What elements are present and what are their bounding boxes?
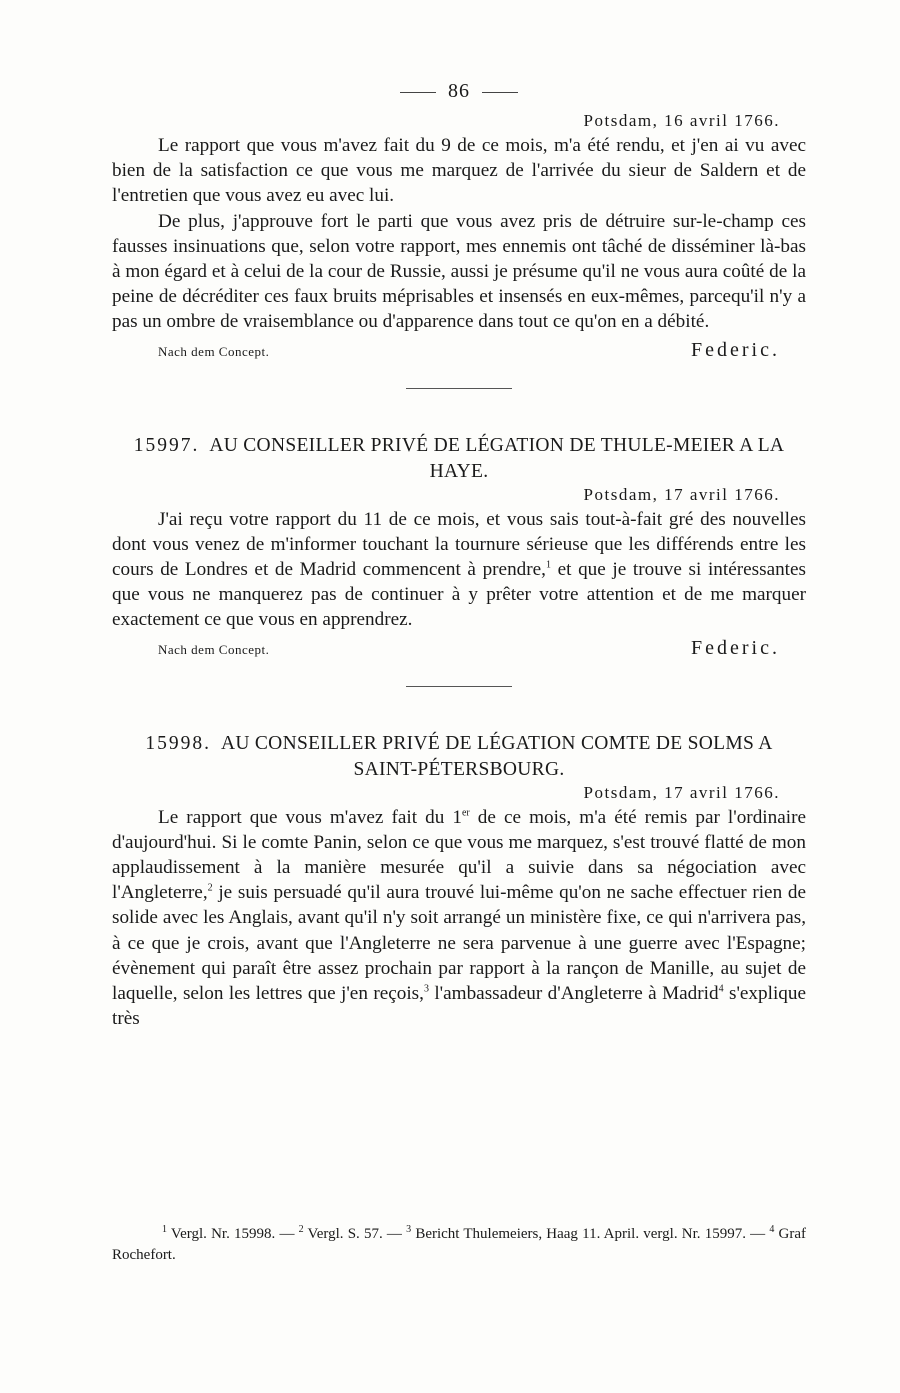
footnote-ref-3: 3 — [423, 983, 429, 995]
letter3-paragraph — [112, 805, 806, 1032]
letter1-signature-row — [112, 339, 806, 362]
footnote-text-1: Vergl. Nr. 15998. — — [167, 1226, 299, 1242]
letter1-dateline: Potsdam, 16 avril 1766. — [583, 111, 780, 130]
letter2-text-2: et que je trouve si intéressantes que vous ne manquerez pas de continuer à y prêter votre attention et de me marquer exactement ce que vous en apprendrez. — [112, 559, 806, 631]
footnote-ref-2: 2 — [207, 882, 213, 894]
letter2-title: AU CONSEILLER PRIVÉ DE LÉGATION DE THULE-MEIER A LA HAYE. — [209, 434, 785, 482]
letter2-number: 15997. — [133, 434, 200, 456]
letter3-text-3: je suis persuadé qu'il aura trouvé lui-même qu'on ne sache effectuer rien de solide avec les Anglais, avant qu'il n'y soit arrangé un ministère fixe, ce qui n'arrivera pas, à ce que je crois, avant que l'Angleterre ne sera parvenue à une guerre avec l'Espagne; évènement qui paraît être assez prochain par rapport à la rançon de Manille, au sujet de laquelle, selon les lettres que j'en reçois, — [112, 882, 806, 1005]
section-divider-2 — [406, 686, 512, 687]
letter3-text-2: de ce mois, m'a été remis par l'ordinaire d'aujourd'hui. Si le comte Panin, selon ce que vous me marquez, s'est trouvé flatté de mon applaudissement à la manière mesurée qu'il a suivie dans sa négociation avec l'Angleterre, — [112, 806, 806, 904]
header-dash-right — [482, 92, 518, 93]
page-header — [112, 80, 806, 103]
page-number: 86 — [448, 80, 470, 102]
letter2-text-1: J'ai reçu votre rapport du 11 de ce mois, et vous sais tout-à-fait gré des nouvelles dont vous venez de m'informer touchant la tournure sérieuse que les différends entre les cours de Londres et de Madrid commencent à prendre, — [112, 508, 806, 581]
letter2-dateline: Potsdam, 17 avril 1766. — [583, 484, 780, 504]
letter2-concept-note: Nach dem Concept. — [158, 641, 270, 657]
letter3-text-5: s'explique très — [112, 983, 806, 1030]
letter2-paragraph — [112, 507, 806, 633]
footnote-block — [112, 1224, 806, 1266]
footnote-text-2: Vergl. S. 57. — — [303, 1226, 407, 1242]
letter1-paragraph-1: Le rapport que vous m'avez fait du 9 de ce mois, m'a été rendu, et j'en ai vu avec bien de la satisfaction ce que vous me marquez de l'arrivée du sieur de Saldern et de l'entretien que vous avez eu avec lui. — [112, 135, 806, 207]
footnote-text-4: Graf Rochefort. — [112, 1226, 806, 1263]
header-dash-left — [400, 92, 436, 93]
footnote-mark-2: 2 — [298, 1224, 304, 1235]
footnote-ref-4: 4 — [718, 983, 724, 995]
letter3-title: AU CONSEILLER PRIVÉ DE LÉGATION COMTE DE SOLMS A SAINT-PÉTERSBOURG. — [220, 732, 773, 780]
letter3-text-1: Le rapport que vous m'avez fait du 1 — [158, 806, 462, 828]
letter2-heading — [112, 433, 806, 485]
footnote-mark-4: 4 — [769, 1224, 775, 1235]
letter1-paragraph-2: De plus, j'approuve fort le parti que vous avez pris de détruire sur-le-champ ces fausses insinuations que, selon votre rapport, mes ennemis ont tâché de disséminer là-bas à mon égard et à celui de la cour de Russie, aussi je présume qu'il ne vous aura coûté de la peine de décréditer ces faux bruits méprisables et insensés en eux-mêmes, parcequ'il n'y a pas un ombre de vraisemblance ou d'apparence dans tout ce qu'on en a débité. — [112, 210, 806, 333]
letter3-number: 15998. — [145, 732, 211, 754]
letter3-dateline: Potsdam, 17 avril 1766. — [583, 782, 780, 802]
footnotes — [112, 1224, 806, 1266]
letter1-concept-note: Nach dem Concept. — [158, 343, 270, 359]
letter2-signature-row — [112, 637, 806, 660]
footnote-mark-1: 1 — [162, 1224, 167, 1235]
document-page — [112, 80, 806, 1031]
letter3-heading — [112, 731, 806, 783]
footnote-ref-1: 1 — [545, 559, 551, 571]
section-divider-1 — [406, 388, 512, 389]
letter2-signature: Federic. — [691, 636, 780, 659]
footnote-text-3: Bericht Thulemeiers, Haag 11. April. vergl. Nr. 15997. — — [411, 1226, 770, 1242]
footnote-mark-3: 3 — [406, 1224, 412, 1235]
letter1-signature: Federic. — [691, 338, 780, 361]
ordinal-suffix: er — [461, 807, 470, 819]
letter3-text-4: l'ambassadeur d'Angleterre à Madrid — [428, 983, 719, 1005]
